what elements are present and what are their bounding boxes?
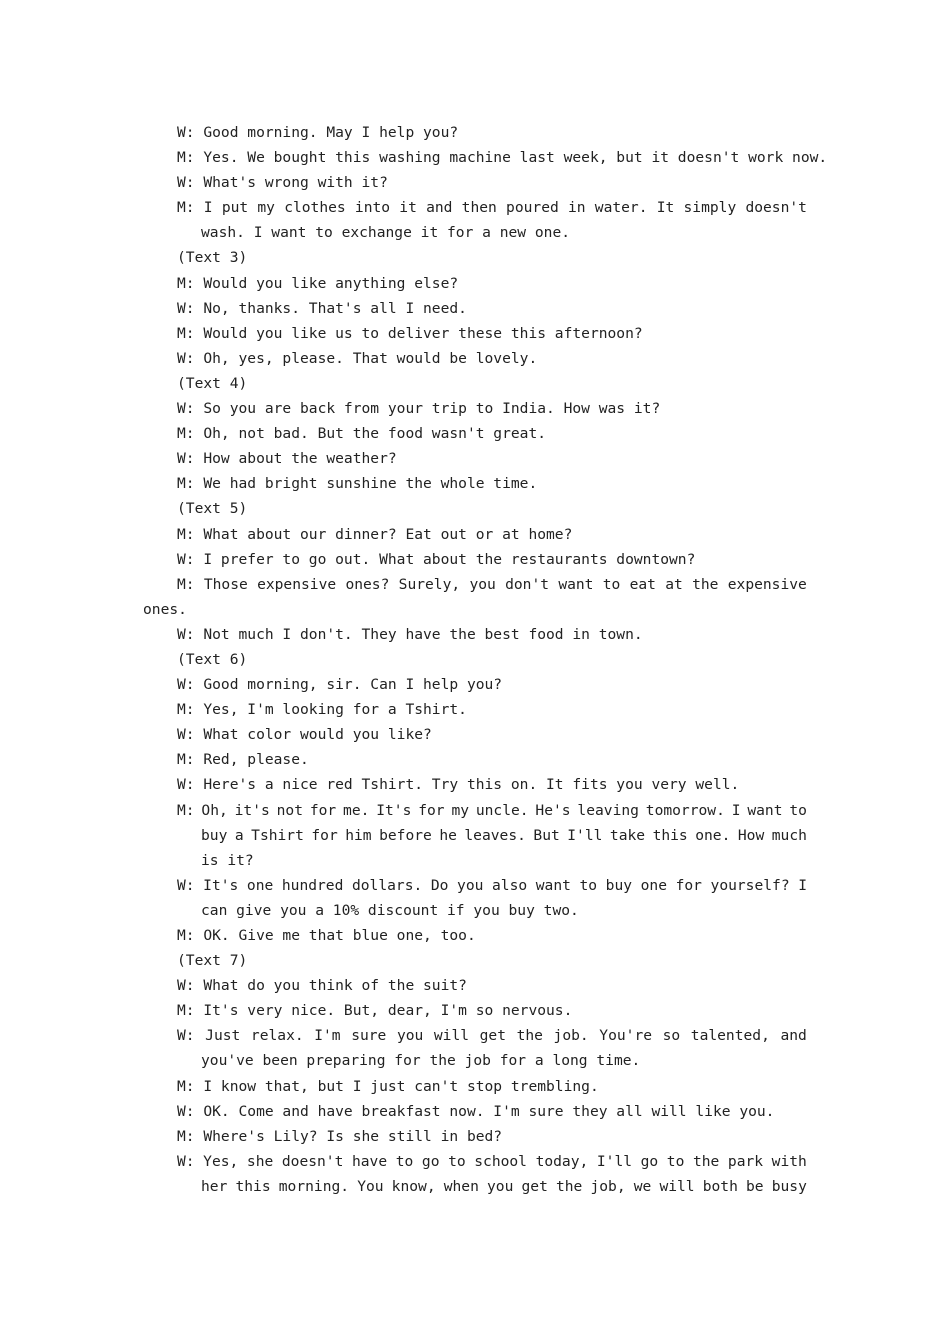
- word: the: [555, 1177, 583, 1195]
- word: buy: [201, 826, 228, 844]
- word: hundred: [281, 876, 344, 894]
- word: my: [451, 801, 470, 819]
- dialogue-line: M: Would you like anything else?: [177, 274, 459, 292]
- word: not: [276, 801, 303, 819]
- word: job,: [590, 1177, 626, 1195]
- word: sure: [351, 1027, 387, 1045]
- word: go: [421, 1152, 440, 1170]
- word: tomorrow.: [645, 801, 725, 819]
- dialogue-line: [143, 572, 807, 597]
- word: you: [487, 1177, 514, 1195]
- word: to: [602, 575, 621, 593]
- dialogue-line-continued: [143, 823, 807, 848]
- word: to: [448, 1152, 466, 1170]
- word: morning.: [278, 1177, 350, 1195]
- word: in: [567, 199, 586, 217]
- word: be: [746, 1177, 764, 1195]
- word: go: [640, 1152, 659, 1170]
- word: know,: [391, 1177, 436, 1195]
- word: It: [656, 199, 675, 217]
- text-heading: (Text 4): [177, 374, 248, 392]
- dialogue-line-continued: is it?: [201, 851, 254, 869]
- dialogue-line-continued: ones.: [143, 600, 187, 618]
- word: He's: [535, 801, 571, 819]
- dialogue-line-continued: wash. I want to exchange it for a new one.: [201, 224, 571, 242]
- word: expensive: [257, 575, 337, 593]
- word: he: [439, 826, 457, 844]
- word: the: [692, 1152, 720, 1170]
- word: water.: [594, 199, 648, 217]
- word: I'll: [596, 1152, 633, 1170]
- word: will: [659, 1177, 695, 1195]
- text-heading: (Text 3): [177, 249, 248, 267]
- dialogue-line: W: Not much I don't. They have the best food in town.: [177, 625, 643, 643]
- dialogue-line: W: So you are back from your trip to India. How was it?: [177, 400, 661, 418]
- word: get: [521, 1177, 548, 1195]
- word: Oh,: [201, 801, 228, 819]
- word: want: [535, 876, 571, 894]
- word: with: [771, 1152, 807, 1170]
- word: have: [351, 1152, 388, 1170]
- word: before: [379, 826, 432, 844]
- word: to: [579, 876, 598, 894]
- word: W:: [177, 1152, 195, 1170]
- word: for: [309, 801, 337, 819]
- word: one: [640, 876, 667, 894]
- word: and: [780, 1027, 807, 1045]
- transcript-text: [143, 120, 828, 1199]
- dialogue-line: W: Oh, yes, please. That would be lovely.: [177, 349, 538, 367]
- dialogue-line: M: OK. Give me that blue one, too.: [177, 927, 476, 944]
- word: you: [457, 876, 484, 894]
- dialogue-line: W: Good morning. May I help you?: [177, 124, 459, 141]
- word: ones?: [345, 575, 390, 593]
- word: much: [771, 826, 807, 844]
- word: the: [692, 575, 719, 593]
- word: You're: [599, 1027, 653, 1045]
- word: busy: [771, 1177, 807, 1195]
- word: this: [652, 826, 688, 844]
- word: leaving: [577, 801, 639, 819]
- word: expensive: [727, 575, 807, 593]
- word: she: [246, 1152, 274, 1170]
- dialogue-line: [143, 873, 807, 898]
- word: into: [354, 199, 391, 217]
- word: W:: [177, 876, 195, 894]
- word: for: [675, 876, 702, 894]
- word: W:: [177, 1027, 195, 1045]
- word: M:: [177, 575, 195, 593]
- dialogue-line: W: How about the weather?: [177, 450, 397, 468]
- dialogue-line: M: Oh, not bad. But the food wasn't great.: [177, 425, 547, 443]
- word: this: [235, 1177, 271, 1195]
- word: so: [662, 1027, 681, 1045]
- word: eat: [629, 575, 656, 593]
- word: school: [474, 1152, 527, 1170]
- word: it's: [234, 801, 270, 819]
- word: my: [257, 199, 275, 217]
- dialogue-line: W: What's wrong with it?: [177, 174, 388, 192]
- word: job.: [553, 1027, 589, 1045]
- dialogue-line: W: No, thanks. That's all I need.: [177, 299, 467, 317]
- word: It's: [376, 801, 412, 819]
- dialogue-line: M: We had bright sunshine the whole time.: [177, 475, 538, 493]
- dialogue-line: M: Would you like us to deliver these this afternoon?: [177, 324, 643, 342]
- word: yourself?: [710, 876, 790, 894]
- dialogue-line: [143, 1149, 807, 1174]
- word: buy: [605, 876, 633, 894]
- dialogue-line: M: Red, please.: [177, 751, 309, 769]
- word: I: [798, 876, 807, 894]
- word: one: [246, 876, 274, 894]
- word: the: [516, 1027, 543, 1045]
- word: it: [399, 199, 417, 217]
- word: put: [221, 199, 249, 217]
- word: will: [433, 1027, 470, 1045]
- word: I'm: [314, 1027, 341, 1045]
- dialogue-line: [143, 1023, 807, 1048]
- word: It's: [203, 876, 239, 894]
- word: uncle.: [475, 801, 529, 819]
- dialogue-line-continued: [143, 1174, 807, 1199]
- word: talented,: [690, 1027, 770, 1045]
- word: Tshirt: [251, 826, 304, 844]
- dialogue-line: W: Here's a nice red Tshirt. Try this on. It fits you very well.: [177, 776, 740, 794]
- dialogue-line: M: I know that, but I just can't stop trembling.: [177, 1077, 599, 1095]
- dialogue-line: M: Where's Lily? Is she still in bed?: [177, 1127, 503, 1145]
- dialogue-line-continued: can give you a 10% discount if you buy two.: [201, 901, 579, 919]
- word: you: [396, 1027, 424, 1045]
- word: a: [234, 826, 244, 844]
- text-heading: (Text 6): [177, 650, 248, 668]
- dialogue-line: W: What color would you like?: [177, 726, 432, 744]
- word: Yes,: [203, 1152, 239, 1170]
- word: today,: [535, 1152, 589, 1170]
- dialogue-line: [143, 195, 807, 220]
- word: want: [747, 801, 783, 819]
- dialogue-line: W: Good morning, sir. Can I help you?: [177, 676, 503, 694]
- dialogue-line: [143, 798, 807, 823]
- word: Surely,: [398, 575, 461, 593]
- word: doesn't: [281, 1152, 344, 1170]
- dialogue-line: M: What about our dinner? Eat out or at home?: [177, 525, 573, 543]
- word: clothes: [284, 199, 346, 217]
- word: I: [203, 199, 213, 217]
- word: M:: [177, 801, 195, 819]
- word: to: [666, 1152, 685, 1170]
- word: want: [558, 575, 594, 593]
- dialogue-line: W: What do you think of the suit?: [177, 977, 467, 995]
- word: poured: [506, 199, 559, 217]
- word: one.: [695, 826, 731, 844]
- dialogue-line: M: Yes, I'm looking for a Tshirt.: [177, 701, 467, 719]
- dialogue-line: W: OK. Come and have breakfast now. I'm sure they all will like you.: [177, 1102, 775, 1120]
- word: doesn't: [745, 199, 807, 217]
- word: both: [702, 1177, 738, 1195]
- word: park: [727, 1152, 764, 1170]
- word: you: [469, 575, 496, 593]
- word: don't: [505, 575, 550, 593]
- word: him: [345, 826, 372, 844]
- word: then: [461, 199, 497, 217]
- word: take: [609, 826, 646, 844]
- word: to: [395, 1152, 414, 1170]
- word: for: [418, 801, 445, 819]
- dialogue-line: W: I prefer to go out. What about the restaurants downtown?: [177, 550, 696, 568]
- word: Just: [205, 1027, 241, 1045]
- word: when: [443, 1177, 479, 1195]
- word: also: [492, 876, 528, 894]
- word: to: [789, 801, 807, 819]
- word: dollars.: [351, 876, 423, 894]
- word: get: [479, 1027, 506, 1045]
- word: I'll: [567, 826, 603, 844]
- word: we: [633, 1177, 652, 1195]
- text-heading: (Text 5): [177, 500, 248, 518]
- dialogue-line-continued: you've been preparing for the job for a long time.: [201, 1052, 641, 1070]
- text-heading: (Text 7): [177, 952, 248, 970]
- word: and: [426, 199, 453, 217]
- word: M:: [177, 199, 195, 217]
- word: How: [737, 826, 765, 844]
- word: simply: [683, 199, 737, 217]
- dialogue-line: M: Yes. We bought this washing machine last week, but it doesn't work now.: [177, 149, 828, 167]
- word: at: [665, 575, 683, 593]
- word: for: [311, 826, 338, 844]
- word: me.: [343, 801, 370, 819]
- word: I: [731, 801, 741, 819]
- word: But: [533, 826, 560, 844]
- dialogue-line: M: It's very nice. But, dear, I'm so nervous.: [177, 1002, 573, 1020]
- word: Those: [203, 575, 248, 593]
- word: You: [357, 1177, 384, 1195]
- word: leaves.: [464, 826, 526, 844]
- word: Do: [430, 876, 449, 894]
- word: relax.: [250, 1027, 304, 1045]
- word: her: [201, 1177, 228, 1195]
